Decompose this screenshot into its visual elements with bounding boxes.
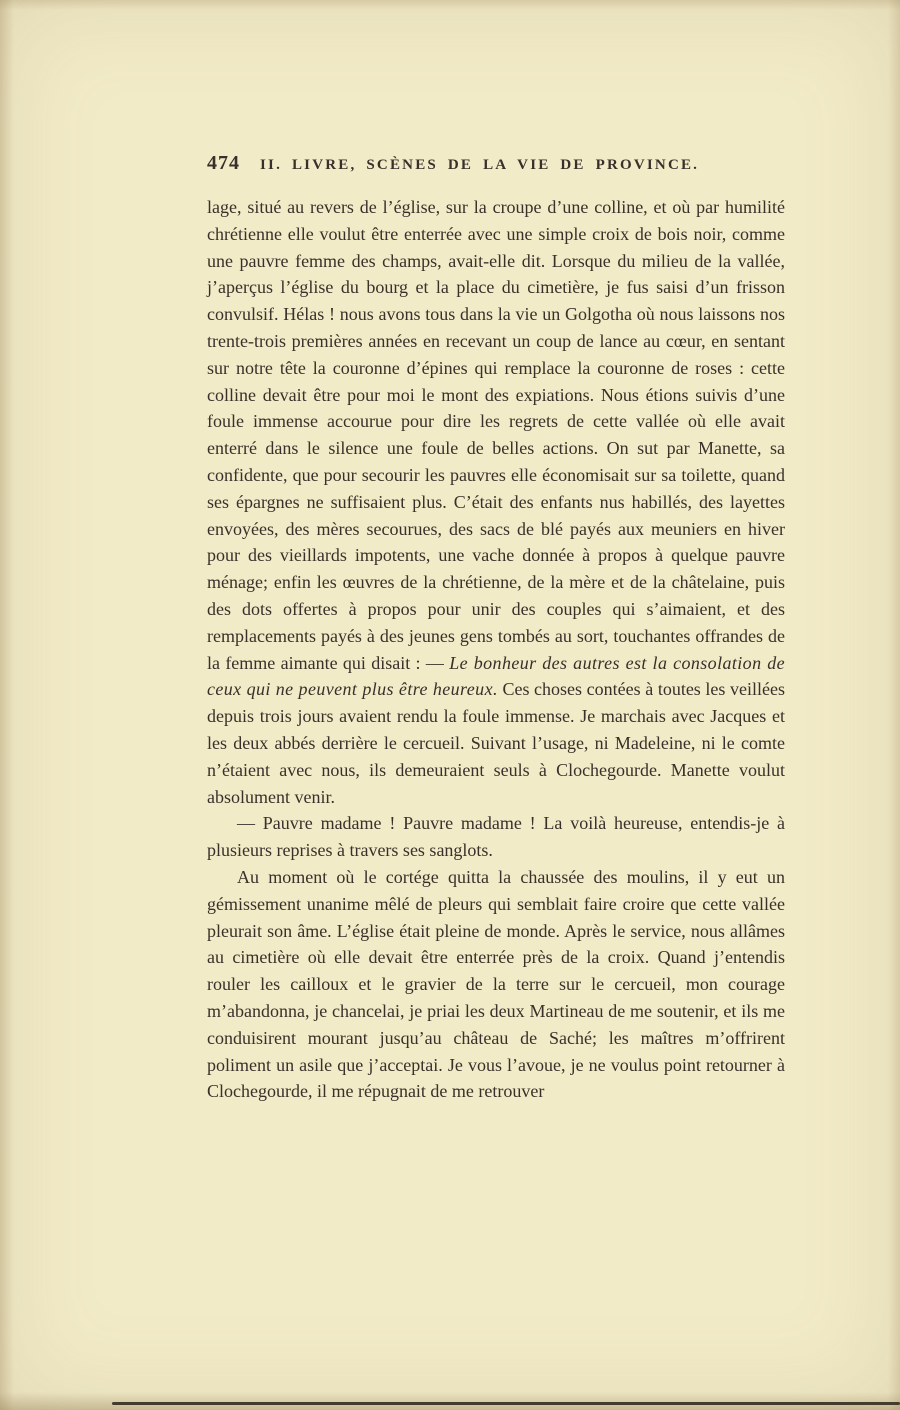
paragraph-1-text-before-quote: lage, situé au revers de l’église, sur la croupe d’une colline, et où par humilité chrétienne elle voulut être enterrée avec une simple croix de bois noir, comme une pauvre femme des champs, avait-elle dit. Lorsque du milieu de la vallée, j’aperçus l’église du bourg et la place du cimetière, je fus saisi d’un frisson convulsif. Hélas ! nous avons tous dans la vie un Golgotha où nous laissons nos trente-trois premières années en recevant un coup de lance au cœur, en sentant sur notre tête la couronne d’épines qui remplace la couronne de roses : cette colline devait être pour moi le mont des expiations. Nous étions suivis d’une foule immense accourue pour dire les regrets de cette vallée où elle avait enterré dans le silence une foule de belles actions. On sut par Manette, sa confidente, que pour secourir les pauvres elle économisait sur sa toilette, quand ses épargnes ne suffisaient plus. C’était des enfants nus habillés, des layettes envoyées, des mères secourues, des sacs de blé payés aux meuniers en hiver pour des vieillards impotents, une vache donnée à propos à quelque pauvre ménage; enfin les œuvres de la chrétienne, de la mère et de la châtelaine, puis des dots offertes à propos pour unir des couples qui s’aimaient, et des remplacements payés à des jeunes gens tombés au sort, touchantes offrandes de la femme aimante qui disait : — bbox=[207, 197, 785, 673]
paragraph-dialogue: — Pauvre madame ! Pauvre madame ! La voilà heureuse, entendis-je à plusieurs reprises à travers ses sanglots. bbox=[207, 813, 785, 861]
paragraph-1-text-after-quote: Ces choses contées à toutes les veillées depuis trois jours avaient rendu la foule immense. Je marchais avec Jacques et les deux abbés derrière le cercueil. Suivant l’usage, ni Madeleine, ni le comte n’étaient avec nous, ils demeuraient seuls à Clochegourde. Manette voulut absolument venir. bbox=[207, 679, 785, 807]
running-title: II. LIVRE, SCÈNES DE LA VIE DE PROVINCE. bbox=[260, 157, 700, 173]
page-header bbox=[207, 152, 785, 175]
paragraph-1-italic-quote: Le bonheur des autres est la consolation de ceux qui ne peuvent plus être heureux. bbox=[207, 652, 785, 700]
scan-bottom-edge-line bbox=[112, 1402, 900, 1405]
text-block bbox=[207, 194, 785, 1105]
paragraph-continuation bbox=[207, 194, 785, 810]
paragraph-final: Au moment où le cortége quitta la chaussée des moulins, il y eut un gémissement unanime mêlé de pleurs qui semblait faire croire que cette vallée pleurait son âme. L’église était pleine de monde. Après le service, nous allâmes au cimetière où elle devait être enterrée près de la croix. Quand j’entendis rouler les cailloux et le gravier de la terre sur le cercueil, mon courage m’abandonna, je chancelai, je priai les deux Martineau de me soutenir, et ils me conduisirent mourant jusqu’au château de Saché; les maîtres m’offrirent poliment un asile que j’acceptai. Je vous l’avoue, je ne voulus point retourner à Clochegourde, il me répugnait de me retrouver bbox=[207, 866, 785, 1102]
page-number: 474 bbox=[207, 152, 240, 174]
